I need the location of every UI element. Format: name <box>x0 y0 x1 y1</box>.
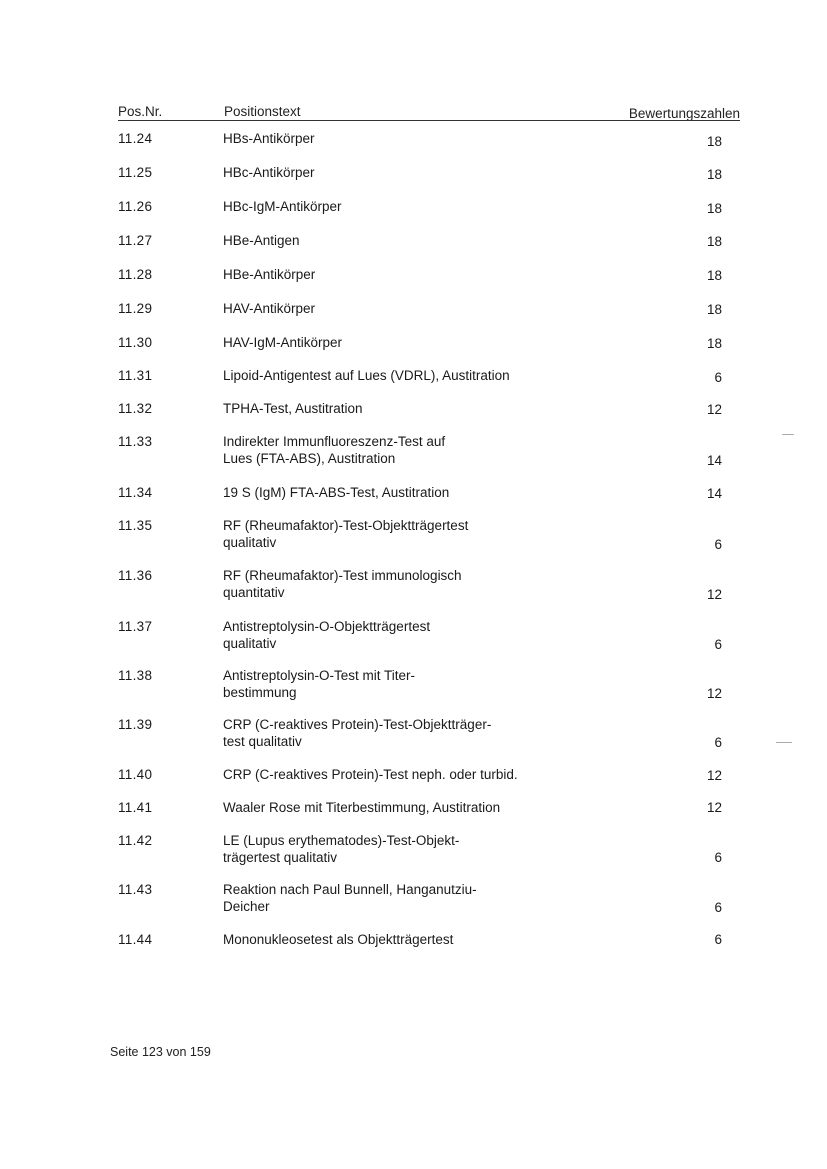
position-text-line: HBe-Antikörper <box>223 267 316 282</box>
rating-value: 18 <box>706 134 722 149</box>
position-number: 11.42 <box>118 833 153 848</box>
rating-value: 12 <box>706 768 722 783</box>
position-text <box>223 334 623 351</box>
rating-value: 18 <box>706 268 722 283</box>
position-text-line: Lipoid-Antigentest auf Lues (VDRL), Austitration <box>223 368 510 383</box>
position-number: 11.39 <box>118 717 153 732</box>
position-number: 11.27 <box>118 233 153 248</box>
position-number: 11.33 <box>118 434 153 449</box>
position-text-line: HAV-IgM-Antikörper <box>223 335 343 350</box>
position-text <box>223 567 623 601</box>
position-text-line: HAV-Antikörper <box>223 301 316 316</box>
rating-value: 18 <box>706 167 722 182</box>
position-text-line: quantitativ <box>223 585 285 600</box>
position-number: 11.30 <box>118 335 153 350</box>
position-text-line: Mononukleosetest als Objektträgertest <box>223 932 454 947</box>
position-text-line: 19 S (IgM) FTA-ABS-Test, Austitration <box>223 485 450 500</box>
rating-value: 12 <box>706 686 722 701</box>
position-number: 11.25 <box>118 165 153 180</box>
position-text-line: qualitativ <box>223 535 277 550</box>
scan-mark <box>776 742 792 743</box>
rating-value: 18 <box>706 336 722 351</box>
rating-value: 18 <box>706 234 722 249</box>
position-text <box>223 164 623 181</box>
position-number: 11.35 <box>118 518 153 533</box>
position-text <box>223 433 623 467</box>
position-number: 11.44 <box>118 932 153 947</box>
header-text-label: Positionstext <box>224 104 301 119</box>
position-text <box>223 766 623 783</box>
rating-value: 12 <box>706 402 722 417</box>
rating-value: 6 <box>714 735 722 750</box>
position-text-line: qualitativ <box>223 636 277 651</box>
position-number: 11.37 <box>118 619 153 634</box>
rating-value: 18 <box>706 201 722 216</box>
position-text-line: Reaktion nach Paul Bunnell, Hanganutziu- <box>223 882 477 897</box>
position-text-line: CRP (C-reaktives Protein)-Test neph. oder turbid. <box>223 767 518 782</box>
position-text <box>223 667 623 701</box>
position-text-line: HBs-Antikörper <box>223 131 315 146</box>
scan-mark <box>782 434 794 435</box>
rating-value: 14 <box>706 453 722 468</box>
position-text-line: RF (Rheumafaktor)-Test-Objektträgertest <box>223 518 469 533</box>
position-number: 11.32 <box>118 401 153 416</box>
position-text-line: HBe-Antigen <box>223 233 300 248</box>
rating-value: 6 <box>714 537 722 552</box>
position-text <box>223 799 623 816</box>
position-number: 11.28 <box>118 267 153 282</box>
position-number: 11.41 <box>118 800 153 815</box>
rating-value: 18 <box>706 302 722 317</box>
rating-value: 12 <box>706 800 722 815</box>
position-text <box>223 832 623 866</box>
position-text-line: trägertest qualitativ <box>223 850 338 865</box>
position-text-line: HBc-Antikörper <box>223 165 315 180</box>
position-text-line: LE (Lupus erythematodes)-Test-Objekt- <box>223 833 460 848</box>
position-text-line: Lues (FTA-ABS), Austitration <box>223 451 396 466</box>
position-text-line: CRP (C-reaktives Protein)-Test-Objektträger- <box>223 717 492 732</box>
position-text <box>223 931 623 948</box>
position-text-line: test qualitativ <box>223 734 302 749</box>
rating-value: 6 <box>714 637 722 652</box>
position-number: 11.34 <box>118 485 153 500</box>
position-text-line: Antistreptolysin-O-Test mit Titer- <box>223 668 416 683</box>
position-text-line: Indirekter Immunfluoreszenz-Test auf <box>223 434 446 449</box>
position-text <box>223 716 623 750</box>
position-text-line: bestimmung <box>223 685 297 700</box>
rating-value: 6 <box>714 900 722 915</box>
position-number: 11.43 <box>118 882 153 897</box>
position-text-line: RF (Rheumafaktor)-Test immunologisch <box>223 568 462 583</box>
position-text <box>223 198 623 215</box>
position-number: 11.31 <box>118 368 153 383</box>
header-rule <box>118 120 740 121</box>
position-text <box>223 517 623 551</box>
position-text-line: Waaler Rose mit Titerbestimmung, Austitration <box>223 800 501 815</box>
rating-value: 6 <box>714 370 722 385</box>
position-text <box>223 618 623 652</box>
position-text-line: Antistreptolysin-O-Objektträgertest <box>223 619 431 634</box>
position-text <box>223 367 623 384</box>
position-number: 11.24 <box>118 131 153 146</box>
position-number: 11.26 <box>118 199 153 214</box>
position-number: 11.36 <box>118 568 153 583</box>
rating-value: 14 <box>706 486 722 501</box>
rating-value: 6 <box>714 850 722 865</box>
position-text <box>223 266 623 283</box>
position-number: 11.29 <box>118 301 153 316</box>
rating-value: 6 <box>714 932 722 947</box>
position-text-line: HBc-IgM-Antikörper <box>223 199 342 214</box>
position-number: 11.40 <box>118 767 153 782</box>
position-text <box>223 130 623 147</box>
header-value-label: Bewertungszahlen <box>628 106 740 121</box>
position-text-line: TPHA-Test, Austitration <box>223 401 363 416</box>
position-text <box>223 484 623 501</box>
header-pos-label: Pos.Nr. <box>118 104 163 119</box>
position-text <box>223 232 623 249</box>
page-number: Seite 123 von 159 <box>110 1045 211 1059</box>
position-text <box>223 400 623 417</box>
position-text <box>223 300 623 317</box>
position-text <box>223 881 623 915</box>
rating-value: 12 <box>706 587 722 602</box>
position-text-line: Deicher <box>223 899 270 914</box>
position-number: 11.38 <box>118 668 153 683</box>
